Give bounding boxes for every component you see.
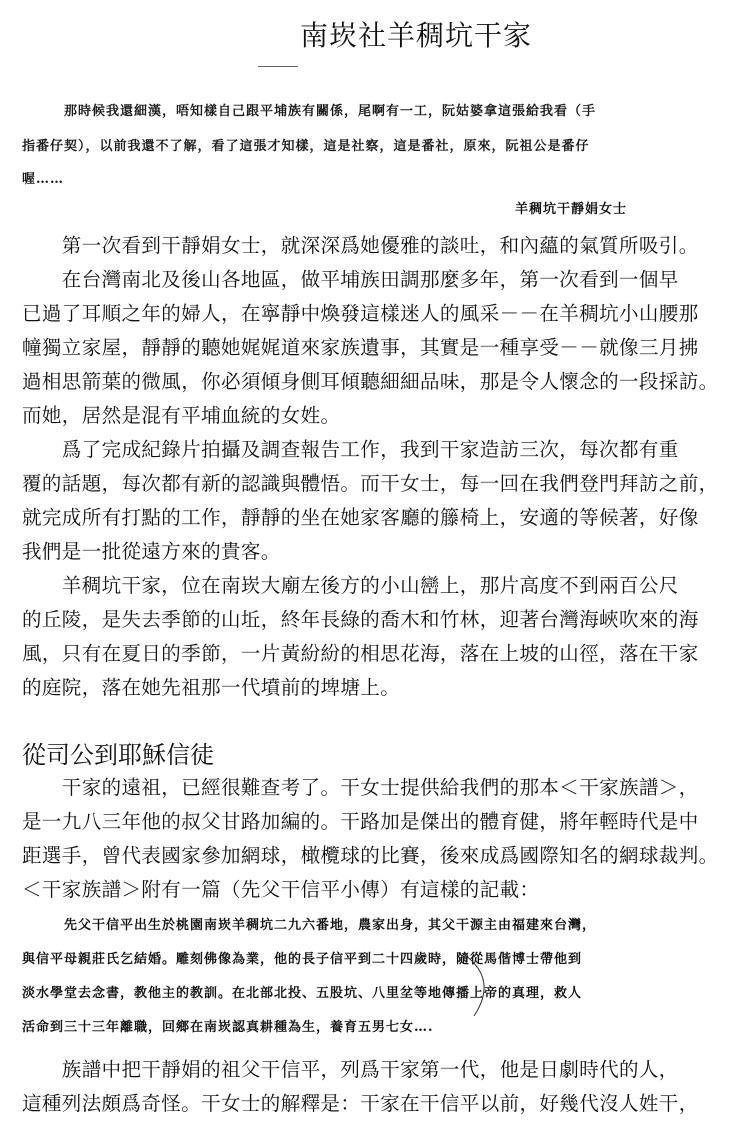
excerpt-line: 活命到三十三年離職，回鄉在南崁認真耕種為生，養育五男七女…. xyxy=(22,1020,434,1035)
section-heading: 從司公到耶穌信徒 xyxy=(22,741,214,769)
intro-quote-line: 喔…… xyxy=(22,172,65,187)
body-line: 就完成所有打點的工作，靜靜的坐在她家客廳的籐椅上，安適的等候著，好像 xyxy=(22,506,699,529)
section-line: 是一九八三年他的叔父甘路加編的。干路加是傑出的體育健，將年輕時代是中 xyxy=(22,810,699,833)
body-line: 爲了完成紀錄片拍攝及調查報告工作，我到干家造訪三次，每次都有重 xyxy=(22,438,679,461)
body-line: 第一次看到干靜娟女士，就深深爲她優雅的談吐，和內蘊的氣質所吸引。 xyxy=(22,234,699,257)
body-line: 幢獨立家屋，靜靜的聽她娓娓道來家族遺事，其實是一種享受－－就像三月拂 xyxy=(22,336,699,359)
body-line: 我們是一批從遠方來的貴客。 xyxy=(22,540,281,563)
body-line: 的庭院，落在她先祖那一代墳前的埤塘上。 xyxy=(22,676,401,699)
section-line: 干家的遠祖，已經很難查考了。干女士提供給我們的那本＜干家族譜＞， xyxy=(22,776,699,799)
body-line: 已過了耳順之年的婦人，在寧靜中煥發這樣迷人的風采－－在羊稠坑小山腰那 xyxy=(22,302,699,325)
body-line: 覆的話題，每次都有新的認識與體悟。而干女士，每一回在我們登門拜訪之前， xyxy=(22,472,719,495)
intro-quote-line: 那時候我還細漢，唔知樣自己跟平埔族有關係，尾啊有一工，阮姑婆拿這張給我看（手 xyxy=(64,104,597,119)
excerpt-line: 淡水學堂去念書，教他主的教訓。在北部北投、五股坑、八里坌等地傳播上帝的真理，救人 xyxy=(22,986,583,1001)
section-line: 距選手，曾代表國家參加網球，橄欖球的比賽，後來成爲國際知名的網球裁判。 xyxy=(22,844,719,867)
title-divider xyxy=(258,66,298,67)
excerpt-line: 與信平母親莊氏乞結婚。雕刻佛像為業，他的長子信平到二十四歲時，隨從馬偕博士帶他到 xyxy=(22,952,583,967)
body-line: 風，只有在夏日的季節，一片黃紛紛的相思花海，落在上坡的山徑，落在干家 xyxy=(22,642,699,665)
closing-line: 族譜中把干靜娟的祖父干信平，列爲干家第一代，他是日劇時代的人， xyxy=(22,1058,679,1081)
body-line: 而她，居然是混有平埔血統的女姓。 xyxy=(22,404,341,427)
body-line: 在台灣南北及後山各地區，做平埔族田調那麼多年，第一次看到一個早 xyxy=(22,268,679,291)
body-line: 過相思箭葉的微風，你必須傾身側耳傾聽細細品味，那是令人懷念的一段採訪。 xyxy=(22,370,719,393)
quote-attribution: 羊稠坑干靜娟女士 xyxy=(515,202,628,217)
pen-mark xyxy=(460,950,500,1020)
intro-quote-line: 指番仔契），以前我還不了解，看了這張才知樣，這是社察，這是番社，原來，阮祖公是番仔 xyxy=(22,139,590,154)
section-line: ＜干家族譜＞附有一篇（先父干信平小傳）有這樣的記載： xyxy=(22,878,540,901)
body-line: 的丘陵，是失去季節的山坵，終年長綠的喬木和竹林，迎著台灣海峽吹來的海 xyxy=(22,608,699,631)
body-line: 羊稠坑干家，位在南崁大廟左後方的小山巒上，那片高度不到兩百公尺 xyxy=(22,574,679,597)
page-title: 南崁社羊稠坑干家 xyxy=(300,19,533,52)
closing-line: 這種列法頗爲奇怪。干女士的解釋是：干家在干信平以前，好幾代沒人姓干， xyxy=(22,1092,699,1115)
excerpt-line: 先父干信平出生於桃園南崁羊稠坑二九六番地，農家出身，其父干源主由福建來台灣， xyxy=(64,918,597,933)
